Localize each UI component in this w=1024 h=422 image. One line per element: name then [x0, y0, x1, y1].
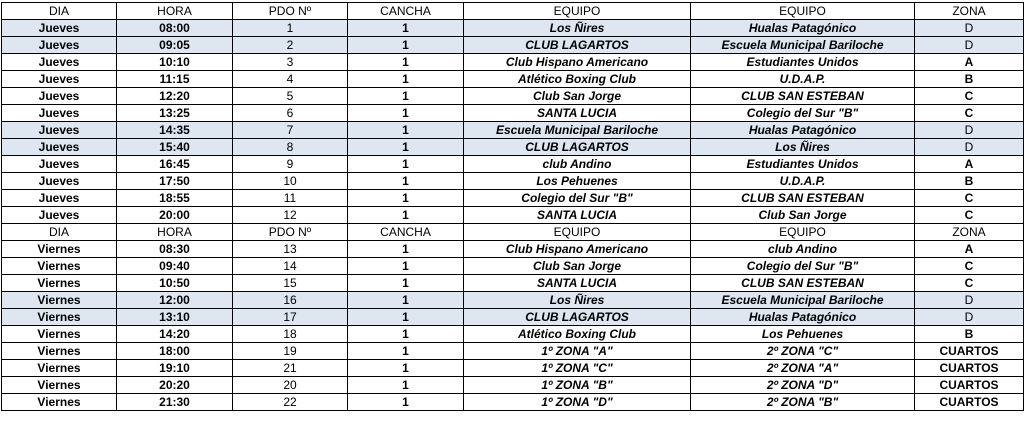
equipo-visitante-cell: 2º ZONA "B"	[691, 394, 915, 411]
column-header-zona: ZONA	[915, 224, 1024, 241]
cancha-cell: 1	[348, 343, 464, 360]
column-header-pdo: PDO Nº	[233, 224, 348, 241]
column-header-equipo-visitante: EQUIPO	[691, 3, 915, 20]
hora-cell: 10:10	[117, 54, 233, 71]
column-header-dia: DIA	[2, 224, 117, 241]
zona-cell: D	[915, 122, 1024, 139]
equipo-local-cell: Atlético Boxing Club	[464, 71, 691, 88]
column-header-cancha: CANCHA	[348, 3, 464, 20]
pdo-number-cell: 16	[233, 292, 348, 309]
hora-cell: 16:45	[117, 156, 233, 173]
zona-cell: C	[915, 207, 1024, 224]
equipo-visitante-cell: Los Pehuenes	[691, 326, 915, 343]
match-row	[2, 105, 1024, 122]
zona-cell: C	[915, 88, 1024, 105]
match-row	[2, 37, 1024, 54]
equipo-local-cell: 1º ZONA "D"	[464, 394, 691, 411]
zona-cell: CUARTOS	[915, 343, 1024, 360]
pdo-number-cell: 13	[233, 241, 348, 258]
hora-cell: 20:00	[117, 207, 233, 224]
zona-cell: B	[915, 326, 1024, 343]
dia-cell: Jueves	[2, 20, 117, 37]
column-header-hora: HORA	[117, 3, 233, 20]
hora-cell: 09:40	[117, 258, 233, 275]
match-row	[2, 190, 1024, 207]
pdo-number-cell: 10	[233, 173, 348, 190]
match-row	[2, 343, 1024, 360]
match-row	[2, 54, 1024, 71]
hora-cell: 20:20	[117, 377, 233, 394]
zona-cell: A	[915, 156, 1024, 173]
hora-cell: 18:00	[117, 343, 233, 360]
hora-cell: 15:40	[117, 139, 233, 156]
equipo-local-cell: Los Ñires	[464, 20, 691, 37]
pdo-number-cell: 9	[233, 156, 348, 173]
zona-cell: C	[915, 105, 1024, 122]
dia-cell: Viernes	[2, 377, 117, 394]
pdo-number-cell: 17	[233, 309, 348, 326]
column-header-equipo-local: EQUIPO	[464, 3, 691, 20]
match-row	[2, 173, 1024, 190]
hora-cell: 13:25	[117, 105, 233, 122]
zona-cell: CUARTOS	[915, 394, 1024, 411]
match-row	[2, 326, 1024, 343]
zona-cell: D	[915, 292, 1024, 309]
hora-cell: 08:30	[117, 241, 233, 258]
column-header-dia: DIA	[2, 3, 117, 20]
equipo-local-cell: Escuela Municipal Bariloche	[464, 122, 691, 139]
hora-cell: 17:50	[117, 173, 233, 190]
cancha-cell: 1	[348, 241, 464, 258]
pdo-number-cell: 5	[233, 88, 348, 105]
hora-cell: 09:05	[117, 37, 233, 54]
dia-cell: Viernes	[2, 343, 117, 360]
match-row	[2, 394, 1024, 411]
zona-cell: CUARTOS	[915, 360, 1024, 377]
equipo-local-cell: Colegio del Sur "B"	[464, 190, 691, 207]
cancha-cell: 1	[348, 88, 464, 105]
cancha-cell: 1	[348, 190, 464, 207]
pdo-number-cell: 6	[233, 105, 348, 122]
zona-cell: C	[915, 190, 1024, 207]
zona-cell: D	[915, 139, 1024, 156]
fixture-body	[2, 3, 1024, 411]
pdo-number-cell: 4	[233, 71, 348, 88]
dia-cell: Viernes	[2, 241, 117, 258]
match-row	[2, 258, 1024, 275]
pdo-number-cell: 1	[233, 20, 348, 37]
hora-cell: 12:20	[117, 88, 233, 105]
match-row	[2, 156, 1024, 173]
equipo-local-cell: Club Hispano Americano	[464, 54, 691, 71]
dia-cell: Jueves	[2, 156, 117, 173]
zona-cell: A	[915, 54, 1024, 71]
hora-cell: 14:20	[117, 326, 233, 343]
equipo-local-cell: SANTA LUCIA	[464, 105, 691, 122]
dia-cell: Jueves	[2, 139, 117, 156]
zona-cell: CUARTOS	[915, 377, 1024, 394]
cancha-cell: 1	[348, 122, 464, 139]
pdo-number-cell: 18	[233, 326, 348, 343]
dia-cell: Viernes	[2, 394, 117, 411]
zona-cell: D	[915, 37, 1024, 54]
equipo-local-cell: SANTA LUCIA	[464, 207, 691, 224]
equipo-visitante-cell: Estudiantes Unidos	[691, 156, 915, 173]
cancha-cell: 1	[348, 275, 464, 292]
equipo-visitante-cell: club Andino	[691, 241, 915, 258]
equipo-local-cell: 1º ZONA "C"	[464, 360, 691, 377]
equipo-local-cell: Club Hispano Americano	[464, 241, 691, 258]
hora-cell: 11:15	[117, 71, 233, 88]
cancha-cell: 1	[348, 139, 464, 156]
zona-cell: A	[915, 241, 1024, 258]
match-row	[2, 275, 1024, 292]
dia-cell: Viernes	[2, 258, 117, 275]
pdo-number-cell: 12	[233, 207, 348, 224]
cancha-cell: 1	[348, 156, 464, 173]
dia-cell: Jueves	[2, 88, 117, 105]
header-row	[2, 224, 1024, 241]
equipo-visitante-cell: 2º ZONA "A"	[691, 360, 915, 377]
cancha-cell: 1	[348, 360, 464, 377]
equipo-local-cell: SANTA LUCIA	[464, 275, 691, 292]
dia-cell: Jueves	[2, 173, 117, 190]
cancha-cell: 1	[348, 377, 464, 394]
dia-cell: Viernes	[2, 326, 117, 343]
pdo-number-cell: 11	[233, 190, 348, 207]
zona-cell: B	[915, 71, 1024, 88]
equipo-visitante-cell: CLUB SAN ESTEBAN	[691, 275, 915, 292]
match-row	[2, 241, 1024, 258]
dia-cell: Jueves	[2, 122, 117, 139]
hora-cell: 10:50	[117, 275, 233, 292]
dia-cell: Viernes	[2, 275, 117, 292]
cancha-cell: 1	[348, 258, 464, 275]
equipo-local-cell: CLUB LAGARTOS	[464, 139, 691, 156]
match-row	[2, 309, 1024, 326]
equipo-visitante-cell: U.D.A.P.	[691, 71, 915, 88]
dia-cell: Jueves	[2, 71, 117, 88]
pdo-number-cell: 3	[233, 54, 348, 71]
column-header-equipo-local: EQUIPO	[464, 224, 691, 241]
cancha-cell: 1	[348, 20, 464, 37]
cancha-cell: 1	[348, 105, 464, 122]
equipo-local-cell: club Andino	[464, 156, 691, 173]
pdo-number-cell: 14	[233, 258, 348, 275]
cancha-cell: 1	[348, 37, 464, 54]
column-header-pdo: PDO Nº	[233, 3, 348, 20]
match-row	[2, 20, 1024, 37]
hora-cell: 21:30	[117, 394, 233, 411]
column-header-equipo-visitante: EQUIPO	[691, 224, 915, 241]
equipo-visitante-cell: CLUB SAN ESTEBAN	[691, 88, 915, 105]
zona-cell: C	[915, 258, 1024, 275]
pdo-number-cell: 7	[233, 122, 348, 139]
cancha-cell: 1	[348, 54, 464, 71]
equipo-local-cell: 1º ZONA "B"	[464, 377, 691, 394]
hora-cell: 18:55	[117, 190, 233, 207]
cancha-cell: 1	[348, 326, 464, 343]
match-row	[2, 71, 1024, 88]
zona-cell: D	[915, 309, 1024, 326]
equipo-visitante-cell: Hualas Patagónico	[691, 122, 915, 139]
equipo-local-cell: Club San Jorge	[464, 88, 691, 105]
equipo-visitante-cell: U.D.A.P.	[691, 173, 915, 190]
dia-cell: Viernes	[2, 309, 117, 326]
hora-cell: 13:10	[117, 309, 233, 326]
column-header-zona: ZONA	[915, 3, 1024, 20]
equipo-visitante-cell: Escuela Municipal Bariloche	[691, 292, 915, 309]
pdo-number-cell: 19	[233, 343, 348, 360]
dia-cell: Viernes	[2, 292, 117, 309]
equipo-visitante-cell: Colegio del Sur "B"	[691, 258, 915, 275]
match-row	[2, 122, 1024, 139]
match-row	[2, 139, 1024, 156]
column-header-hora: HORA	[117, 224, 233, 241]
equipo-local-cell: Atlético Boxing Club	[464, 326, 691, 343]
cancha-cell: 1	[348, 207, 464, 224]
equipo-local-cell: Los Ñires	[464, 292, 691, 309]
equipo-visitante-cell: Club San Jorge	[691, 207, 915, 224]
cancha-cell: 1	[348, 71, 464, 88]
equipo-visitante-cell: Escuela Municipal Bariloche	[691, 37, 915, 54]
hora-cell: 12:00	[117, 292, 233, 309]
equipo-local-cell: 1º ZONA "A"	[464, 343, 691, 360]
dia-cell: Jueves	[2, 190, 117, 207]
pdo-number-cell: 8	[233, 139, 348, 156]
equipo-visitante-cell: 2º ZONA "C"	[691, 343, 915, 360]
match-row	[2, 292, 1024, 309]
cancha-cell: 1	[348, 292, 464, 309]
zona-cell: C	[915, 275, 1024, 292]
pdo-number-cell: 20	[233, 377, 348, 394]
equipo-visitante-cell: Estudiantes Unidos	[691, 54, 915, 71]
equipo-local-cell: Los Pehuenes	[464, 173, 691, 190]
pdo-number-cell: 2	[233, 37, 348, 54]
equipo-visitante-cell: Hualas Patagónico	[691, 309, 915, 326]
match-row	[2, 88, 1024, 105]
match-row	[2, 207, 1024, 224]
pdo-number-cell: 21	[233, 360, 348, 377]
zona-cell: B	[915, 173, 1024, 190]
equipo-visitante-cell: CLUB SAN ESTEBAN	[691, 190, 915, 207]
header-row	[2, 3, 1024, 20]
pdo-number-cell: 22	[233, 394, 348, 411]
match-row	[2, 377, 1024, 394]
cancha-cell: 1	[348, 173, 464, 190]
equipo-local-cell: CLUB LAGARTOS	[464, 37, 691, 54]
equipo-visitante-cell: Los Ñires	[691, 139, 915, 156]
equipo-visitante-cell: Hualas Patagónico	[691, 20, 915, 37]
cancha-cell: 1	[348, 309, 464, 326]
dia-cell: Jueves	[2, 37, 117, 54]
column-header-cancha: CANCHA	[348, 224, 464, 241]
cancha-cell: 1	[348, 394, 464, 411]
zona-cell: D	[915, 20, 1024, 37]
fixture-table	[1, 2, 1024, 411]
hora-cell: 19:10	[117, 360, 233, 377]
equipo-local-cell: CLUB LAGARTOS	[464, 309, 691, 326]
match-row	[2, 360, 1024, 377]
dia-cell: Jueves	[2, 105, 117, 122]
dia-cell: Jueves	[2, 207, 117, 224]
dia-cell: Viernes	[2, 360, 117, 377]
hora-cell: 14:35	[117, 122, 233, 139]
pdo-number-cell: 15	[233, 275, 348, 292]
equipo-visitante-cell: 2º ZONA "D"	[691, 377, 915, 394]
dia-cell: Jueves	[2, 54, 117, 71]
equipo-visitante-cell: Colegio del Sur "B"	[691, 105, 915, 122]
equipo-local-cell: Club San Jorge	[464, 258, 691, 275]
hora-cell: 08:00	[117, 20, 233, 37]
